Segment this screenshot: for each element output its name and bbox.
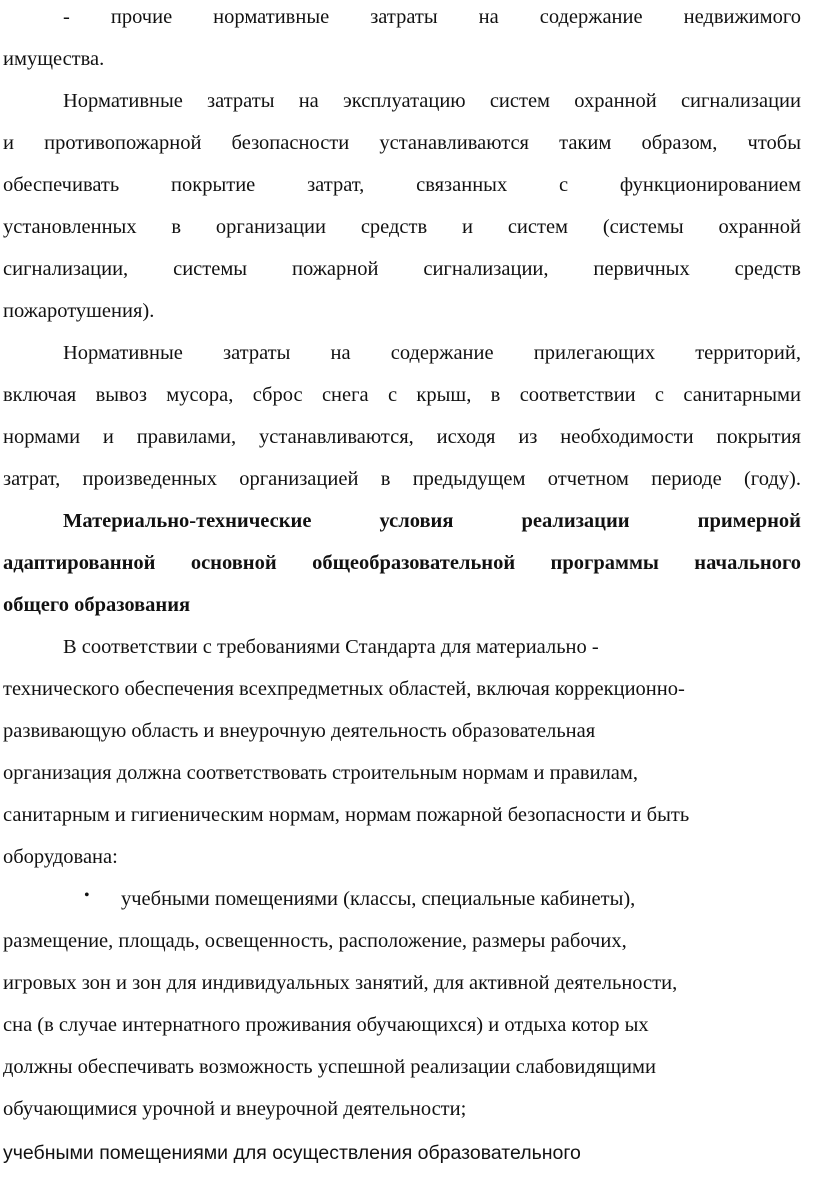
- text-line: общего образования: [3, 594, 191, 616]
- text-line: адаптированной основной общеобразовательной программы начального: [3, 552, 801, 574]
- text-line: затрат, произведенных организацией в предыдущем отчетном периоде (году).: [3, 468, 801, 490]
- text-line: должны обеспечивать возможность успешной реализации слабовидящими: [3, 1056, 656, 1078]
- text-line: учебными помещениями для осуществления образовательного: [3, 1142, 581, 1164]
- text-line: сна (в случае интернатного проживания обучающихся) и отдыха котор ых: [3, 1014, 649, 1036]
- text-line: технического обеспечения всехпредметных областей, включая коррекционно-: [3, 678, 685, 700]
- text-line: включая вывоз мусора, сброс снега с крыш, в соответствии с санитарными: [3, 384, 801, 406]
- text-line: развивающую область и внеурочную деятельность образовательная: [3, 720, 596, 742]
- text-line: - прочие нормативные затраты на содержание недвижимого: [63, 6, 801, 28]
- text-line: установленных в организации средств и систем (системы охранной: [3, 216, 801, 238]
- text-line: размещение, площадь, освещенность, расположение, размеры рабочих,: [3, 930, 627, 952]
- text-line: В соответствии с требованиями Стандарта для материально -: [63, 636, 599, 658]
- text-line: Нормативные затраты на эксплуатацию систем охранной сигнализации: [63, 90, 801, 112]
- text-line: обеспечивать покрытие затрат, связанных с функционированием: [3, 174, 801, 196]
- text-line: Материально-технические условия реализации примерной: [63, 510, 801, 532]
- text-line: Нормативные затраты на содержание прилегающих территорий,: [63, 342, 801, 364]
- text-line: игровых зон и зон для индивидуальных занятий, для активной деятельности,: [3, 972, 678, 994]
- text-line: организация должна соответствовать строительным нормам и правилам,: [3, 762, 638, 784]
- text-line: санитарным и гигиеническим нормам, нормам пожарной безопасности и быть: [3, 804, 690, 826]
- text-line: сигнализации, системы пожарной сигнализации, первичных средств: [3, 258, 801, 280]
- text-line: учебными помещениями (классы, специальные кабинеты),: [121, 888, 636, 910]
- text-line: оборудована:: [3, 846, 118, 868]
- text-line: обучающимися урочной и внеурочной деятельности;: [3, 1098, 467, 1120]
- text-line: нормами и правилами, устанавливаются, исходя из необходимости покрытия: [3, 426, 801, 448]
- text-line: имущества.: [3, 48, 105, 70]
- text-line: и противопожарной безопасности устанавливаются таким образом, чтобы: [3, 132, 801, 154]
- text-line: пожаротушения).: [3, 300, 155, 322]
- bullet-icon: •: [84, 887, 90, 904]
